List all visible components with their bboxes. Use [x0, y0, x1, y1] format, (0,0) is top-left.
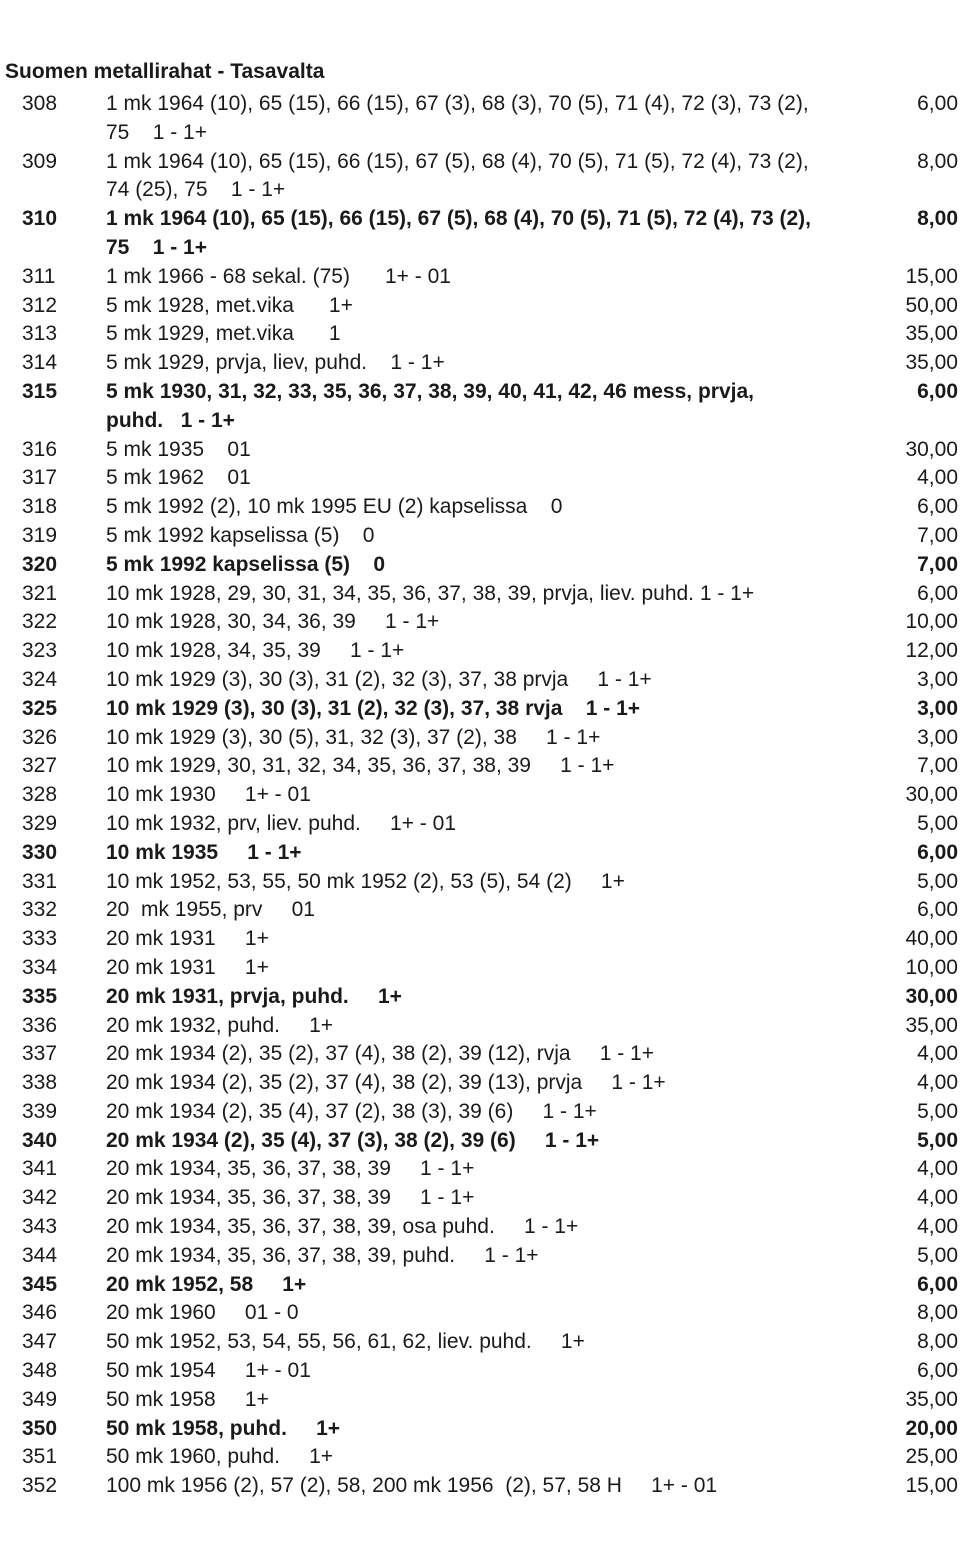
item-description: 100 mk 1956 (2), 57 (2), 58, 200 mk 1956 (2), 57, 58 H 1+ - 01 — [106, 1474, 718, 1498]
item-number: 322 — [22, 610, 58, 634]
item-price: 5,00 — [917, 1128, 958, 1152]
list-item — [0, 1213, 960, 1242]
item-price: 10,00 — [905, 955, 958, 979]
item-description: 10 mk 1928, 29, 30, 31, 34, 35, 36, 37, 38, 39, prvja, liev. puhd. 1 - 1+ — [106, 581, 755, 605]
item-price: 4,00 — [917, 1215, 958, 1239]
item-price: 4,00 — [917, 1186, 958, 1210]
item-price: 6,00 — [917, 495, 958, 519]
list-item — [0, 1127, 960, 1156]
item-price: 5,00 — [917, 1243, 958, 1267]
item-number: 348 — [22, 1359, 58, 1383]
item-price: 10,00 — [905, 610, 958, 634]
item-description: 1 mk 1964 (10), 65 (15), 66 (15), 67 (5), 68 (4), 70 (5), 71 (5), 72 (4), 73 (2), 75 1 - 1+ — [106, 207, 817, 259]
item-price: 6,00 — [917, 1359, 958, 1383]
item-description: 5 mk 1929, prvja, liev, puhd. 1 - 1+ — [106, 351, 445, 375]
item-description: 20 mk 1931 1+ — [106, 927, 269, 951]
item-description: 5 mk 1928, met.vika 1+ — [106, 293, 353, 317]
list-item — [0, 1098, 960, 1127]
item-description: 10 mk 1930 1+ - 01 — [106, 783, 311, 807]
list-item — [0, 695, 960, 724]
item-price: 50,00 — [905, 293, 958, 317]
item-price: 4,00 — [917, 1071, 958, 1095]
list-item — [0, 90, 960, 148]
item-price: 6,00 — [917, 1272, 958, 1296]
item-number: 346 — [22, 1301, 58, 1325]
item-number: 345 — [22, 1272, 58, 1296]
item-number: 343 — [22, 1215, 58, 1239]
list-item — [0, 522, 960, 551]
list-item — [0, 954, 960, 983]
list-item — [0, 493, 960, 522]
item-description: 5 mk 1992 kapselissa (5) 0 — [106, 523, 375, 547]
item-price: 30,00 — [905, 783, 958, 807]
item-number: 326 — [22, 725, 58, 749]
list-item — [0, 1472, 960, 1501]
item-number: 313 — [22, 322, 58, 346]
list-item — [0, 781, 960, 810]
item-number: 318 — [22, 495, 58, 519]
item-number: 338 — [22, 1071, 58, 1095]
item-description: 20 mk 1934, 35, 36, 37, 38, 39 1 - 1+ — [106, 1157, 475, 1181]
item-price: 35,00 — [905, 322, 958, 346]
list-item — [0, 464, 960, 493]
list-item — [0, 839, 960, 868]
item-number: 339 — [22, 1099, 58, 1123]
item-description: 10 mk 1952, 53, 55, 50 mk 1952 (2), 53 (5), 54 (2) 1+ — [106, 869, 625, 893]
item-price: 4,00 — [917, 1157, 958, 1181]
item-price: 7,00 — [917, 523, 958, 547]
item-description: 5 mk 1992 kapselissa (5) 0 — [106, 552, 386, 576]
item-price: 40,00 — [905, 927, 958, 951]
item-number: 335 — [22, 984, 58, 1008]
item-number: 310 — [22, 207, 58, 231]
list-item — [0, 1443, 960, 1472]
item-number: 350 — [22, 1416, 58, 1440]
item-number: 323 — [22, 639, 58, 663]
item-number: 309 — [22, 149, 58, 173]
item-description: 20 mk 1960 01 - 0 — [106, 1301, 299, 1325]
item-price: 4,00 — [917, 1042, 958, 1066]
item-description: 50 mk 1958, puhd. 1+ — [106, 1416, 341, 1440]
item-description: 20 mk 1934 (2), 35 (2), 37 (4), 38 (2), 39 (12), rvja 1 - 1+ — [106, 1042, 654, 1066]
list-item — [0, 148, 960, 206]
list-item — [0, 1040, 960, 1069]
item-price: 15,00 — [905, 264, 958, 288]
item-number: 349 — [22, 1387, 58, 1411]
list-item — [0, 608, 960, 637]
item-description: 20 mk 1955, prv 01 — [106, 898, 315, 922]
item-number: 333 — [22, 927, 58, 951]
item-number: 331 — [22, 869, 58, 893]
item-price: 5,00 — [917, 1099, 958, 1123]
item-number: 320 — [22, 552, 58, 576]
coin-list — [0, 90, 960, 1501]
item-description: 5 mk 1929, met.vika 1 — [106, 322, 341, 346]
item-description: 20 mk 1932, puhd. 1+ — [106, 1013, 334, 1037]
list-item — [0, 1184, 960, 1213]
item-number: 319 — [22, 523, 58, 547]
item-description: 20 mk 1934, 35, 36, 37, 38, 39, osa puhd. 1 - 1+ — [106, 1215, 579, 1239]
list-item — [0, 263, 960, 292]
list-item — [0, 292, 960, 321]
list-item — [0, 1155, 960, 1184]
item-description: 10 mk 1929 (3), 30 (3), 31 (2), 32 (3), 37, 38 prvja 1 - 1+ — [106, 667, 652, 691]
item-description: 50 mk 1952, 53, 54, 55, 56, 61, 62, liev. puhd. 1+ — [106, 1330, 585, 1354]
item-price: 5,00 — [917, 869, 958, 893]
list-item — [0, 1271, 960, 1300]
list-item — [0, 810, 960, 839]
list-item — [0, 349, 960, 378]
item-description: 50 mk 1958 1+ — [106, 1387, 269, 1411]
item-price: 15,00 — [905, 1474, 958, 1498]
list-item — [0, 1415, 960, 1444]
item-number: 341 — [22, 1157, 58, 1181]
list-item — [0, 868, 960, 897]
list-item — [0, 925, 960, 954]
item-number: 337 — [22, 1042, 58, 1066]
item-price: 35,00 — [905, 1387, 958, 1411]
item-price: 35,00 — [905, 1013, 958, 1037]
item-price: 3,00 — [917, 725, 958, 749]
item-number: 324 — [22, 667, 58, 691]
item-number: 308 — [22, 92, 58, 115]
item-description: 10 mk 1932, prv, liev. puhd. 1+ - 01 — [106, 811, 456, 835]
item-number: 316 — [22, 437, 58, 461]
item-description: 10 mk 1928, 34, 35, 39 1 - 1+ — [106, 639, 405, 663]
item-description: 5 mk 1930, 31, 32, 33, 35, 36, 37, 38, 39, 40, 41, 42, 46 mess, prvja, puhd. 1 - 1+ — [106, 379, 760, 432]
list-item — [0, 205, 960, 263]
page-title: Suomen metallirahat - Tasavalta — [5, 60, 325, 83]
list-item — [0, 1069, 960, 1098]
item-number: 317 — [22, 466, 58, 490]
item-description: 10 mk 1935 1 - 1+ — [106, 840, 302, 864]
item-number: 351 — [22, 1445, 58, 1469]
item-number: 334 — [22, 955, 58, 979]
item-description: 10 mk 1929 (3), 30 (3), 31 (2), 32 (3), 37, 38 rvja 1 - 1+ — [106, 696, 641, 720]
item-description: 5 mk 1992 (2), 10 mk 1995 EU (2) kapselissa 0 — [106, 495, 563, 519]
item-price: 12,00 — [905, 639, 958, 663]
item-price: 8,00 — [917, 149, 958, 173]
item-number: 321 — [22, 581, 58, 605]
item-description: 20 mk 1934, 35, 36, 37, 38, 39, puhd. 1 - 1+ — [106, 1243, 539, 1267]
list-item — [0, 1357, 960, 1386]
item-price: 6,00 — [917, 898, 958, 922]
item-price: 5,00 — [917, 811, 958, 835]
item-number: 312 — [22, 293, 58, 317]
item-price: 6,00 — [917, 581, 958, 605]
item-description: 20 mk 1952, 58 1+ — [106, 1272, 307, 1296]
item-number: 329 — [22, 811, 58, 835]
item-number: 325 — [22, 696, 58, 720]
list-item — [0, 752, 960, 781]
list-item — [0, 666, 960, 695]
item-price: 6,00 — [917, 379, 958, 403]
list-item — [0, 1328, 960, 1357]
list-item — [0, 1386, 960, 1415]
item-description: 10 mk 1929, 30, 31, 32, 34, 35, 36, 37, 38, 39 1 - 1+ — [106, 754, 615, 778]
item-description: 1 mk 1964 (10), 65 (15), 66 (15), 67 (5), 68 (4), 70 (5), 71 (5), 72 (4), 73 (2), 74 (25), 75 1 - 1+ — [106, 149, 815, 202]
list-item — [0, 378, 960, 436]
item-description: 5 mk 1962 01 — [106, 466, 251, 490]
item-price: 8,00 — [917, 207, 958, 231]
list-item — [0, 551, 960, 580]
item-description: 10 mk 1928, 30, 34, 36, 39 1 - 1+ — [106, 610, 440, 634]
list-item — [0, 983, 960, 1012]
item-number: 315 — [22, 379, 58, 403]
item-price: 3,00 — [917, 696, 958, 720]
list-item — [0, 1012, 960, 1041]
item-price: 4,00 — [917, 466, 958, 490]
item-price: 6,00 — [917, 840, 958, 864]
item-number: 327 — [22, 754, 58, 778]
item-description: 50 mk 1954 1+ - 01 — [106, 1359, 311, 1383]
item-description: 20 mk 1931, prvja, puhd. 1+ — [106, 984, 402, 1008]
item-description: 20 mk 1934 (2), 35 (4), 37 (2), 38 (3), 39 (6) 1 - 1+ — [106, 1099, 597, 1123]
item-number: 332 — [22, 898, 58, 922]
item-price: 30,00 — [905, 984, 958, 1008]
item-description: 1 mk 1966 - 68 sekal. (75) 1+ - 01 — [106, 264, 451, 288]
item-description: 50 mk 1960, puhd. 1+ — [106, 1445, 334, 1469]
item-price: 8,00 — [917, 1330, 958, 1354]
list-item — [0, 320, 960, 349]
list-item — [0, 896, 960, 925]
item-price: 3,00 — [917, 667, 958, 691]
list-item — [0, 637, 960, 666]
item-description: 5 mk 1935 01 — [106, 437, 251, 461]
item-description: 20 mk 1931 1+ — [106, 955, 269, 979]
item-price: 20,00 — [905, 1416, 958, 1440]
list-item — [0, 724, 960, 753]
item-number: 328 — [22, 783, 58, 807]
item-price: 8,00 — [917, 1301, 958, 1325]
item-number: 344 — [22, 1243, 58, 1267]
item-description: 10 mk 1929 (3), 30 (5), 31, 32 (3), 37 (2), 38 1 - 1+ — [106, 725, 601, 749]
item-description: 20 mk 1934 (2), 35 (4), 37 (3), 38 (2), 39 (6) 1 - 1+ — [106, 1128, 600, 1152]
item-description: 20 mk 1934, 35, 36, 37, 38, 39 1 - 1+ — [106, 1186, 475, 1210]
list-item — [0, 1299, 960, 1328]
item-number: 330 — [22, 840, 58, 864]
item-number: 314 — [22, 351, 58, 375]
list-item — [0, 436, 960, 465]
item-price: 6,00 — [917, 92, 958, 115]
item-number: 352 — [22, 1474, 58, 1498]
item-price: 25,00 — [905, 1445, 958, 1469]
item-price: 35,00 — [905, 351, 958, 375]
item-number: 347 — [22, 1330, 58, 1354]
list-item — [0, 580, 960, 609]
item-description: 1 mk 1964 (10), 65 (15), 66 (15), 67 (3), 68 (3), 70 (5), 71 (4), 72 (3), 73 (2), 75 1 - 1+ — [106, 92, 815, 144]
item-number: 342 — [22, 1186, 58, 1210]
item-number: 336 — [22, 1013, 58, 1037]
item-price: 7,00 — [917, 754, 958, 778]
item-description: 20 mk 1934 (2), 35 (2), 37 (4), 38 (2), 39 (13), prvja 1 - 1+ — [106, 1071, 666, 1095]
item-price: 30,00 — [905, 437, 958, 461]
list-item — [0, 1242, 960, 1271]
item-price: 7,00 — [917, 552, 958, 576]
item-number: 340 — [22, 1128, 58, 1152]
item-number: 311 — [22, 264, 56, 288]
